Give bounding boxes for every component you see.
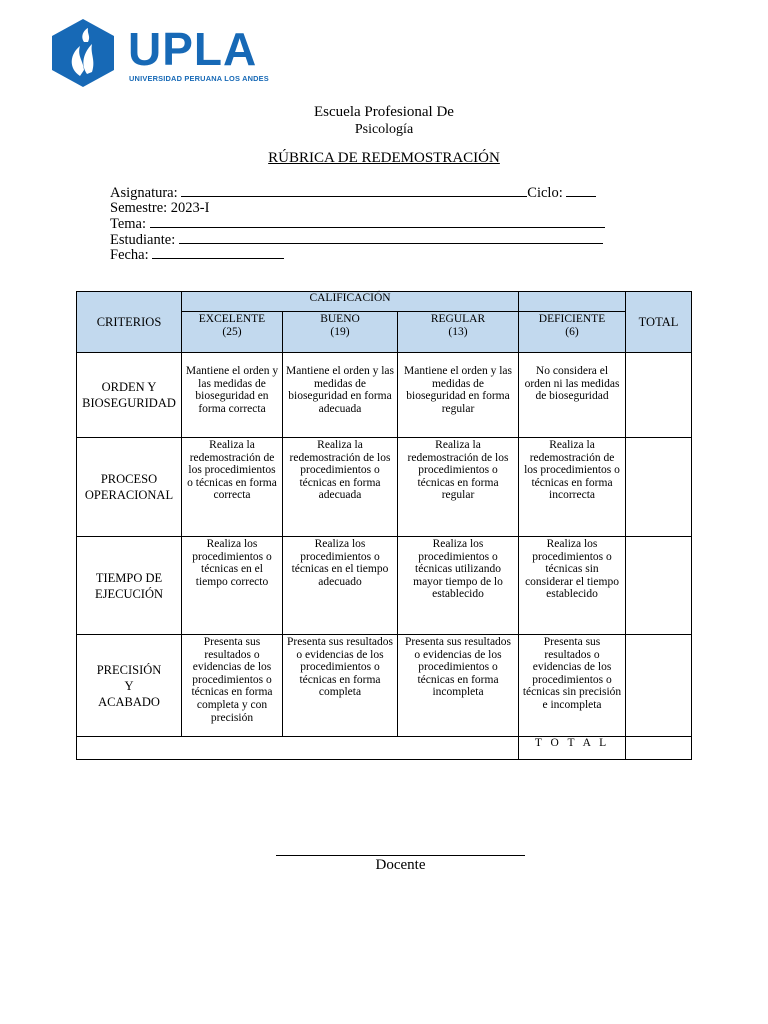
criterion-line: EJECUCIÓN <box>94 586 164 601</box>
rubric-cell: Realiza los procedimientos o técnicas utilizando mayor tiempo de lo establecido <box>398 537 519 635</box>
calificacion-header-blank <box>519 292 626 312</box>
rubric-cell: Realiza los procedimientos o técnicas sin considerar el tiempo establecido <box>519 537 626 635</box>
criterion-line: BIOSEGURIDAD <box>82 396 176 410</box>
table-row <box>77 353 692 438</box>
rubric-cell: No considera el orden ni las medidas de bioseguridad <box>519 353 626 438</box>
level-name: REGULAR <box>430 313 486 325</box>
table-row <box>77 537 692 635</box>
tema-label: Tema: <box>110 216 147 232</box>
criterion-orden <box>77 353 182 438</box>
total-cell[interactable] <box>626 353 692 438</box>
criterion-line: ORDEN Y <box>101 380 157 394</box>
rubric-cell: Mantiene el orden y las medidas de bioseguridad en forma adecuada <box>283 353 398 438</box>
field-asignatura <box>110 185 605 201</box>
rubric-cell: Presenta sus resultados o evidencias de los procedimientos o técnicas en forma incompleta <box>398 635 519 737</box>
table-row <box>77 635 692 737</box>
rubric-cell: Realiza los procedimientos o técnicas en el tiempo correcto <box>182 537 283 635</box>
criterion-tiempo <box>77 537 182 635</box>
rubric-cell: Mantiene el orden y las medidas de bioseguridad en forma regular <box>398 353 519 438</box>
level-name: EXCELENTE <box>198 313 266 325</box>
document-title: RÚBRICA DE REDEMOSTRACIÓN <box>268 150 500 166</box>
level-deficiente <box>519 312 626 353</box>
rubric-cell: Realiza la redemostración de los procedimientos o técnicas en forma correcta <box>182 438 283 537</box>
logo-wordmark: UPLA <box>128 23 258 75</box>
asignatura-label: Asignatura: <box>110 185 178 201</box>
rubric-cell: Realiza la redemostración de los procedimientos o técnicas en forma incorrecta <box>519 438 626 537</box>
total-header: TOTAL <box>626 292 692 353</box>
tema-blank[interactable] <box>150 216 605 228</box>
calificacion-header: CALIFICACIÓN <box>182 292 519 312</box>
level-score: (19) <box>330 326 350 338</box>
total-cell[interactable] <box>626 537 692 635</box>
level-name: DEFICIENTE <box>538 313 606 325</box>
ciclo-label: Ciclo: <box>527 185 563 201</box>
rubric-table <box>76 291 692 760</box>
semestre-text: Semestre: 2023-I <box>110 199 210 216</box>
total-row-blank <box>77 737 519 760</box>
total-cell[interactable] <box>626 438 692 537</box>
total-label: T O T A L <box>519 737 626 760</box>
criterion-line: Y <box>124 678 134 693</box>
total-row <box>77 737 692 760</box>
rubric-cell: Realiza la redemostración de los procedimientos o técnicas en forma adecuada <box>283 438 398 537</box>
signature-label: Docente <box>375 857 426 873</box>
level-score: (6) <box>565 326 579 338</box>
level-score: (13) <box>448 326 468 338</box>
criterios-header: CRITERIOS <box>77 292 182 353</box>
criterion-line: ACABADO <box>98 694 160 709</box>
estudiante-label: Estudiante: <box>110 231 176 248</box>
level-score: (25) <box>222 326 242 338</box>
rubric-cell: Presenta sus resultados o evidencias de los procedimientos o técnicas sin precisión e incompleta <box>519 635 626 737</box>
school-name: Escuela Profesional De <box>314 104 454 120</box>
table-row <box>77 438 692 537</box>
asignatura-blank[interactable] <box>181 185 527 197</box>
shield-flame-icon <box>50 18 116 88</box>
total-cell[interactable] <box>626 635 692 737</box>
rubric-cell: Realiza la redemostración de los procedimientos o técnicas en forma regular <box>398 438 519 537</box>
signature-line[interactable] <box>276 855 525 856</box>
ciclo-blank[interactable] <box>566 185 596 197</box>
rubric-cell: Realiza los procedimientos o técnicas en el tiempo adecuado <box>283 537 398 635</box>
upla-logo <box>50 18 270 88</box>
fecha-blank[interactable] <box>152 247 284 259</box>
logo-subtitle: UNIVERSIDAD PERUANA LOS ANDES <box>129 74 269 83</box>
school-program: Psicología <box>354 122 414 137</box>
rubric-cell: Presenta sus resultados o evidencias de los procedimientos o técnicas en forma completa <box>283 635 398 737</box>
criterion-line: PROCESO <box>100 472 158 486</box>
rubric-cell: Presenta sus resultados o evidencias de los procedimientos o técnicas en forma completa y con precisión <box>182 635 283 737</box>
criterion-proceso <box>77 438 182 537</box>
level-bueno <box>283 312 398 353</box>
level-regular <box>398 312 519 353</box>
criterion-line: TIEMPO DE <box>95 570 163 585</box>
student-fields <box>110 185 605 263</box>
field-tema <box>110 216 605 232</box>
rubric-cell: Mantiene el orden y las medidas de bioseguridad en forma correcta <box>182 353 283 438</box>
level-excelente <box>182 312 283 353</box>
field-estudiante <box>110 232 605 248</box>
level-name: BUENO <box>320 313 360 325</box>
grand-total-cell[interactable] <box>626 737 692 760</box>
field-fecha <box>110 247 605 263</box>
criterion-line: PRECISIÓN <box>96 662 162 677</box>
criterion-line: OPERACIONAL <box>84 488 174 502</box>
criterion-precision <box>77 635 182 737</box>
field-semestre <box>110 201 605 217</box>
fecha-label: Fecha: <box>110 247 149 263</box>
estudiante-blank[interactable] <box>179 232 603 244</box>
